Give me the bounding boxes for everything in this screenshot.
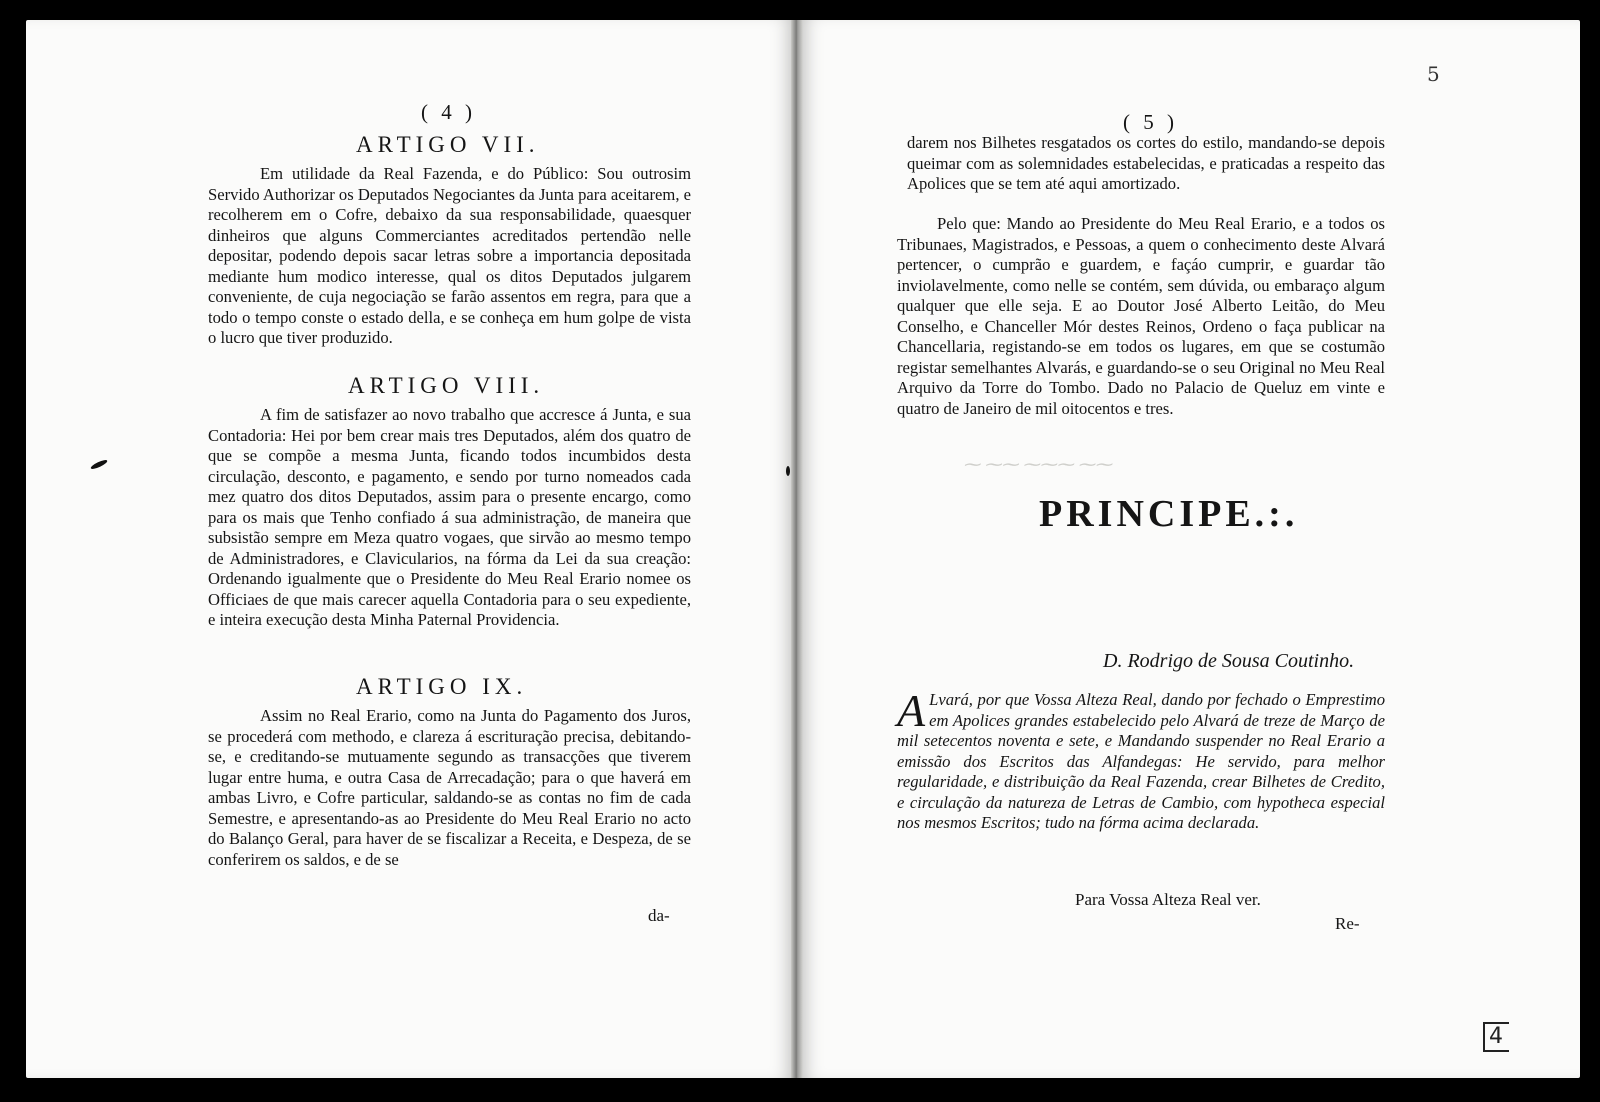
minister-signature: D. Rodrigo de Sousa Coutinho. [1103, 650, 1355, 672]
ink-dot [786, 466, 790, 476]
principe-signature: PRINCIPE.:. [1039, 493, 1299, 535]
closing-line: Para Vossa Alteza Real ver. [1075, 890, 1261, 909]
article-text: A fim de satisfazer ao novo trabalho que accresce á Junta, e sua Contadoria: Hei por bem crear mais tres Deputados, além dos quatro de que se compõe a mesma Junta, ficando todos incumbidos desta circulação, desconto, e pagamento, e sendo por turno nomeados cada mez quatro dos ditos Deputados, assim para o presente encargo, como para os mais que Tenho confiado á sua administração, de maneira que subsistão sempre em Meza quatro vogaes, que sirvão ao mesmo tempo de Administradores, e Clavicularios, na fórma da Lei da sua creação: Ordenando igualmente que o Presidente do Meu Real Erario nomee os Officiaes de que mais carecer aquella Contadoria para o seu expediente, e inteira execução desta Minha Paternal Providencia. [208, 405, 691, 629]
ink-stroke [90, 458, 108, 470]
folio-number: 5 [1427, 62, 1440, 86]
article-text: Em utilidade da Real Fazenda, e do Público: Sou outrosim Servido Authorizar os Deputados Negociantes da Junta para aceitarem, e recolherem em o Cofre, debaixo da sua responsabilidade, quaesquer dinheiros que alguns Commerciantes acreditados pertendão nelle depositar, podendo depois sacar letras sobre a importancia depositada mediante hum modico interesse, qual os ditos Deputados julgarem conveniente, de cuja negociação se farão assentos em regra, para que a todo o tempo conste o estado della, e se conheça em hum golpe de vista o lucro que tiver produzido. [208, 164, 691, 347]
left-page [26, 20, 791, 1078]
catchword-left: da- [648, 906, 670, 925]
drop-cap: A [897, 685, 926, 736]
page-number-left: ( 4 ) [421, 100, 476, 124]
alvara-text: Lvará, por que Vossa Alteza Real, dando por fechado o Emprestimo em Apolices grandes estabelecido pelo Alvará de treze de Março de mil setecentos noventa e sete, e Mandando suspender no Real Erario a emissão dos Escritos das Alfandegas: He servido, para melhor regularidade, e distribuição da Real Fazenda, crear Bilhetes de Credito, e circulação da natureza de Letras de Cambio, com hypotheca especial nos mesmos Escritos; tudo na fórma acima declarada. [897, 690, 1385, 832]
bleed-through-text: ⁓ ⁓⁓ ⁓⁓⁓ ⁓⁓ [963, 455, 1112, 474]
page-number-right: ( 5 ) [1123, 110, 1178, 134]
article-heading: ARTIGO VIII. [348, 373, 545, 398]
article-text: Assim no Real Erario, como na Junta do Pagamento dos Juros, se procederá com methodo, e clareza á escrituração precisa, debitando-se, e creditando-se mutuamente segundo as transacções que tiverem lugar entre huma, e outra Casa de Arrecadação; para o que haverá em ambas Livro, e Cofre particular, saldando-se as contas no fim de cada Semestre, e apresentando-as ao Presidente do Meu Real Erario no acto do Balanço Geral, para haver de se fiscalizar a Receita, e Despeza, de se conferirem os saldos, e de se [208, 706, 691, 869]
catchword-right: Re- [1335, 914, 1360, 933]
continuation-text: darem nos Bilhetes resgatados os cortes do estilo, mandando-se depois queimar com as solemnidades estabelecidas, e praticadas a respeito das Apolices que se tem até aqui amortizado. [907, 133, 1385, 193]
mandate-text: Pelo que: Mando ao Presidente do Meu Real Erario, e a todos os Tribunaes, Magistrados, e Pessoas, a quem o conhecimento deste Alvará pertencer, o cumprão e guardem, e façáo cumprir, e guardar tão inviolavelmente, como nelle se contém, sem dúvida, ou embaraço algum qualquer que elle seja. E ao Doutor José Alberto Leitão, do Meu Conselho, e Chanceller Mór destes Reinos, Ordeno o faça publicar na Chancellaria, registando-se em todos os lugares, em que se costumão registar semelhantes Alvarás, e guardando-se o seu Original no Meu Real Arquivo da Torre do Tombo. Dado no Palacio de Queluz em vinte e quatro de Janeiro de mil oitocentos e tres. [897, 214, 1385, 418]
book-gutter [791, 20, 803, 1078]
article-heading: ARTIGO VII. [356, 132, 540, 157]
alvara-summary [897, 685, 1385, 834]
right-page [803, 20, 1580, 1078]
archive-page-mark: 4 [1483, 1022, 1509, 1052]
article-heading: ARTIGO IX. [356, 674, 528, 699]
